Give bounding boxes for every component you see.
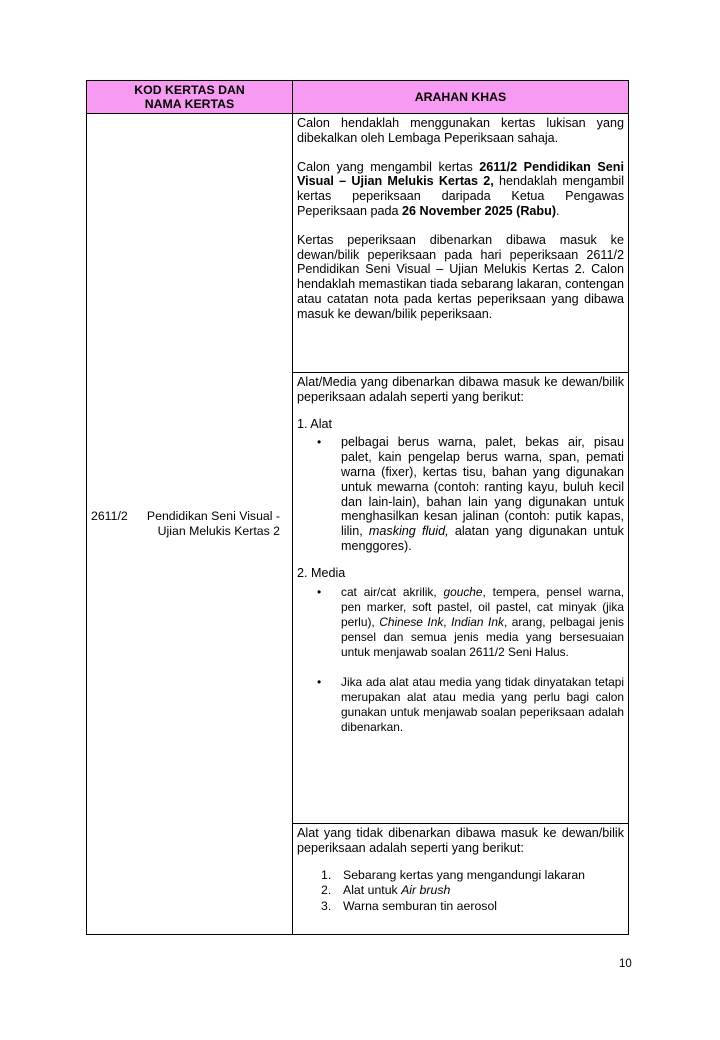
instruction-paragraph: Calon yang mengambil kertas 2611/2 Pendidikan Seni Visual – Ujian Melukis Kertas 2, hendaklah mengambil kertas peperiksaan daripada Ketua Pengawas Peperiksaan pada 26 November 2025 (Rabu). bbox=[297, 159, 625, 218]
list-item: • Jika ada alat atau media yang tidak dinyatakan tetapi merupakan alat atau media yang perlu bagi calon gunakan untuk menjawab soalan peperiksaan adalah dibenarkan. bbox=[317, 674, 624, 734]
prohibited-items-intro: Alat yang tidak dibenarkan dibawa masuk ke dewan/bilik peperiksaan adalah seperti yang berikut: bbox=[297, 826, 624, 855]
page-number: 10 bbox=[619, 958, 632, 970]
list-item: 3. Warna semburan tin aerosol bbox=[321, 898, 498, 913]
instruction-paragraph: Calon hendaklah menggunakan kertas lukisan yang dibekalkan oleh Lembaga Peperiksaan sahaja. bbox=[297, 116, 624, 145]
list-item: • pelbagai berus warna, palet, bekas air, pisau palet, kain pengelap berus warna, span, pemati warna (fixer), kertas tisu, bahan yang digunakan untuk mewarna (contoh: ranting kayu, buluh kecil dan lain-lain), bahan lain yang digunakan untuk menghasilkan kesan jalinan (contoh: putik kapas, lilin, masking fluid, alatan yang digunakan untuk menggores). bbox=[317, 435, 624, 553]
bullet-icon: • bbox=[317, 435, 322, 450]
instruction-paragraph: Kertas peperiksaan dibenarkan dibawa masuk ke dewan/bilik peperiksaan pada hari peperiksaan 2611/2 Pendidikan Seni Visual – Ujian Melukis Kertas 2. Calon hendaklah memastikan tiada sebarang lakaran, contengan atau catatan nota pada kertas peperiksaan yang dibawa masuk ke dewan/bilik peperiksaan. bbox=[297, 232, 624, 321]
header-line-1: KOD KERTAS DAN bbox=[134, 83, 245, 97]
media-list bbox=[297, 585, 624, 735]
instruction-cell-3 bbox=[293, 824, 629, 935]
bullet-icon: • bbox=[317, 584, 322, 599]
header-special-instructions: ARAHAN KHAS bbox=[293, 81, 629, 114]
allowed-items-intro: Alat/Media yang dibenarkan dibawa masuk ke dewan/bilik peperiksaan adalah seperti yang berikut: bbox=[297, 375, 624, 404]
instruction-cell-2 bbox=[293, 373, 629, 824]
instruction-cell-1 bbox=[293, 114, 629, 373]
list-item: • cat air/cat akrilik, gouche, tempera, pensel warna, pen marker, soft pastel, oil pastel, cat minyak (jika perlu), Chinese Ink, Indian Ink, arang, pelbagai jenis pensel dan semua jenis media yang bersesuaian untuk menjawab soalan 2611/2 Seni Halus. bbox=[317, 584, 624, 659]
tools-heading: 1. Alat bbox=[297, 416, 333, 431]
paper-code: 2611/2 bbox=[91, 509, 128, 523]
instructions-table bbox=[86, 80, 629, 935]
header-line-2: NAMA KERTAS bbox=[144, 97, 235, 111]
table-header-row bbox=[87, 81, 629, 114]
tools-list bbox=[297, 435, 624, 553]
bullet-icon: • bbox=[317, 674, 322, 689]
list-item: 2. Alat untuk Air brush bbox=[321, 883, 451, 898]
paper-name: Pendidikan Seni Visual - Ujian Melukis Kertas 2 bbox=[146, 509, 280, 538]
header-paper-code-name bbox=[87, 81, 293, 114]
table-row bbox=[87, 114, 629, 373]
paper-cell bbox=[87, 114, 293, 935]
media-heading: 2. Media bbox=[297, 565, 346, 580]
prohibited-list bbox=[297, 868, 624, 915]
list-item: 1. Sebarang kertas yang mengandungi lakaran bbox=[321, 867, 586, 882]
